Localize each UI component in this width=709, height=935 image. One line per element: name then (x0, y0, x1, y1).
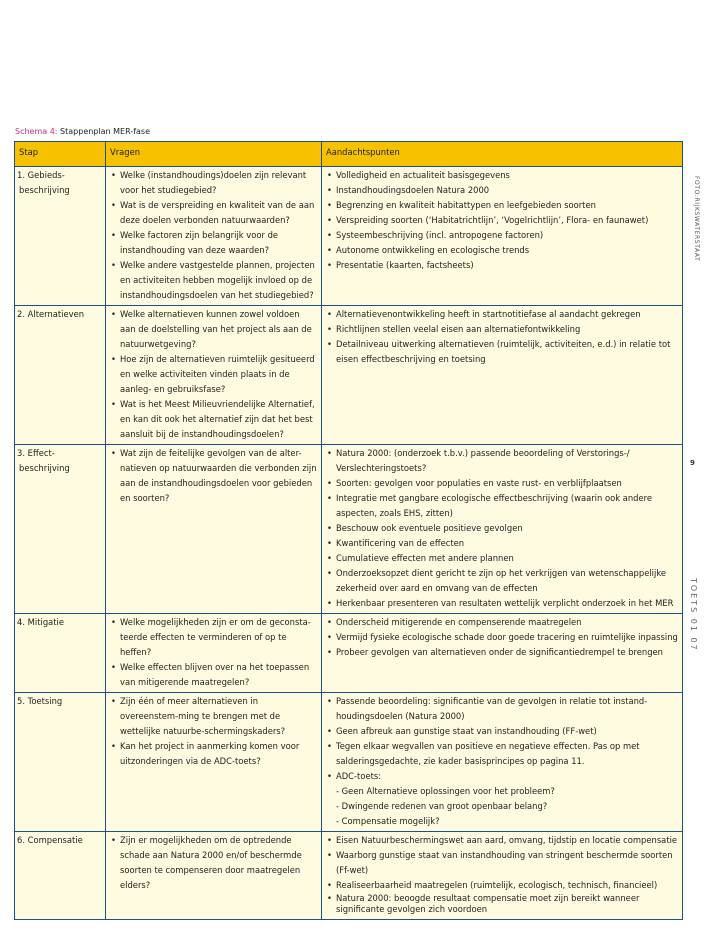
list-item: • Presentatie (kaarten, factsheets) (326, 258, 678, 273)
aandacht-cell (322, 832, 683, 920)
schema-title: Stappenplan MER-fase (57, 127, 151, 136)
list-item: • Instandhoudingsdoelen Natura 2000 (326, 183, 678, 198)
list-item: • Realiseerbaarheid maatregelen (ruimtelijk, ecologisch, technisch, financieel) (326, 878, 678, 893)
list-item: • Soorten: gevolgen voor populaties en vaste rust- en verblijfplaatsen (326, 476, 678, 491)
list-item: • Natura 2000: beoogde resultaat compensatie moet zijn bereikt wanneer significante gevolgen zich voordoen (326, 893, 678, 915)
list-subitem: - Dwingende redenen van groot openbaar belang? (336, 801, 548, 811)
list-item: • Herkenbaar presenteren van resultaten wettelijk verplicht onderzoek in het MER (326, 596, 678, 611)
stap-cell (15, 306, 106, 445)
list-item: • Systeembeschrijving (incl. antropogene factoren) (326, 228, 678, 243)
vragen-cell (106, 614, 322, 693)
list-item: • Welke effecten blijven over na het toepassen van mitigerende maatregelen? (110, 660, 317, 690)
header-aandachtspunten: Aandachtspunten (322, 142, 683, 167)
vragen-cell (106, 167, 322, 306)
vragen-cell (106, 445, 322, 614)
list-item: • Kwantificering van de effecten (326, 536, 678, 551)
list-item: • Verspreiding soorten (‘Habitatrichtlijn’, ‘Vogelrichtlijn’, Flora- en faunawet) (326, 213, 678, 228)
list-item: • Wat is de verspreiding en kwaliteit van de aan deze doelen verbonden natuurwaarden? (110, 198, 317, 228)
stap-label: 6. Compensatie (17, 835, 83, 845)
list-item: • ADC-toets: (326, 769, 678, 784)
table-row (15, 306, 683, 445)
schema-label: Schema 4: (15, 127, 58, 136)
list-item: • Welke (instandhoudings)doelen zijn relevant voor het studiegebied? (110, 168, 317, 198)
list-item: • Hoe zijn de alternatieven ruimtelijk gesitueerd en welke activiteiten vinden plaats in de aanleg- en gebruiksfase? (110, 352, 317, 397)
stap-cell (15, 832, 106, 920)
list-item: • Welke andere vastgestelde plannen, projecten en activiteiten hebben mogelijk invloed op de instandhoudingsdoelen van het studiegebied? (110, 258, 317, 303)
vragen-cell (106, 693, 322, 832)
list-item: • Richtlijnen stellen veelal eisen aan alternatiefontwikkeling (326, 322, 678, 337)
table-row (15, 693, 683, 832)
table-row (15, 832, 683, 920)
aandacht-cell (322, 693, 683, 832)
table-row (15, 167, 683, 306)
list-item: • Zijn één of meer alternatieven in overeenstem-ming te brengen met de wettelijke natuurbe-schermingskaders? (110, 694, 317, 739)
stappenplan-table (14, 141, 683, 920)
list-item: • Onderzoeksopzet dient gericht te zijn op het verkrijgen van wetenschappelijke zekerheid over aard en omvang van de effecten (326, 566, 678, 596)
list-item: • Waarborg gunstige staat van instandhouding van stringent beschermde soorten (Ff-wet) (326, 848, 678, 878)
stap-cell (15, 445, 106, 614)
vragen-cell (106, 832, 322, 920)
list-item: • Cumulatieve effecten met andere plannen (326, 551, 678, 566)
list-subitem: - Geen Alternatieve oplossingen voor het probleem? (336, 786, 555, 796)
table-header-row (15, 142, 683, 167)
stap-cell (15, 614, 106, 693)
list-item: • Welke mogelijkheden zijn er om de geconsta-teerde effecten te verminderen of op te heffen? (110, 615, 317, 660)
list-item: • Autonome ontwikkeling en ecologische trends (326, 243, 678, 258)
list-item: • Wat zijn de feitelijke gevolgen van de alter-natieven op natuurwaarden die verbonden zijn aan de instandhoudingsdoelen voor gebieden en soorten? (110, 446, 317, 506)
stap-label: 4. Mitigatie (17, 617, 65, 627)
list-item: • Passende beoordeling: significantie van de gevolgen in relatie tot instand-houdingsdoelen (Natura 2000) (326, 694, 678, 724)
stap-label: 3. Effect- beschrijving (17, 448, 70, 473)
list-item: • Beschouw ook eventuele positieve gevolgen (326, 521, 678, 536)
stap-label: 2. Alternatieven (17, 309, 85, 319)
stap-label: 5. Toetsing (17, 696, 63, 706)
journal-name: TOETS 01 07 (689, 578, 698, 652)
stap-cell (15, 693, 106, 832)
aandacht-cell (322, 614, 683, 693)
list-item: • Integratie met gangbare ecologische effectbeschrijving (waarin ook andere aspecten, zoals EHS, zitten) (326, 491, 678, 521)
aandacht-cell (322, 306, 683, 445)
list-item: • Tegen elkaar wegvallen van positieve en negatieve effecten. Pas op met salderingsgedachte, zie kader basisprincipes op pagina 11. (326, 739, 678, 769)
list-item: • Begrenzing en kwaliteit habitattypen en leefgebieden soorten (326, 198, 678, 213)
list-item: • Kan het project in aanmerking komen voor uitzonderingen via de ADC-toets? (110, 739, 317, 769)
schema-caption (15, 127, 150, 136)
list-item: • Probeer gevolgen van alternatieven onder de significantiedrempel te brengen (326, 645, 678, 660)
list-item: • Wat is het Meest Milieuvriendelijke Alternatief, en kan dit ook het alternatief zijn dat het best aansluit bij de instandhoudingsdoelen? (110, 397, 317, 442)
list-item: • Vermijd fysieke ecologische schade door goede tracering en ruimtelijke inpassing (326, 630, 678, 645)
header-vragen: Vragen (106, 142, 322, 167)
aandacht-cell (322, 167, 683, 306)
stap-cell (15, 167, 106, 306)
list-item: • Welke factoren zijn belangrijk voor de instandhouding van deze waarden? (110, 228, 317, 258)
stap-label: 1. Gebieds- beschrijving (17, 170, 70, 195)
table-row (15, 614, 683, 693)
list-item: • Onderscheid mitigerende en compenserende maatregelen (326, 615, 678, 630)
list-item: • Natura 2000: (onderzoek t.b.v.) passende beoordeling of Verstorings-/ Verslechteringstoets? (326, 446, 678, 476)
list-item: • Eisen Natuurbeschermingswet aan aard, omvang, tijdstip en locatie compensatie (326, 833, 678, 848)
photo-credit: FOTO:RIJKSWATERSTAAT (693, 176, 700, 262)
list-item: • Detailniveau uitwerking alternatieven (ruimtelijk, activiteiten, e.d.) in relatie tot eisen effectbeschrijving en toetsing (326, 337, 678, 367)
list-item: • Geen afbreuk aan gunstige staat van instandhouding (FF-wet) (326, 724, 678, 739)
list-item: • Welke alternatieven kunnen zowel voldoen aan de doelstelling van het project als aan de natuurwetgeving? (110, 307, 317, 352)
page-number: 9 (690, 459, 695, 467)
header-stap: Stap (15, 142, 106, 167)
list-item: • Volledigheid en actualiteit basisgegevens (326, 168, 678, 183)
aandacht-cell (322, 445, 683, 614)
list-item: • Alternatievenontwikkeling heeft in startnotitiefase al aandacht gekregen (326, 307, 678, 322)
list-subitem: - Compensatie mogelijk? (336, 816, 440, 826)
table-row (15, 445, 683, 614)
vragen-cell (106, 306, 322, 445)
list-item: • Zijn er mogelijkheden om de optredende schade aan Natura 2000 en/of beschermde soorten te compenseren door maatregelen elders? (110, 833, 317, 893)
